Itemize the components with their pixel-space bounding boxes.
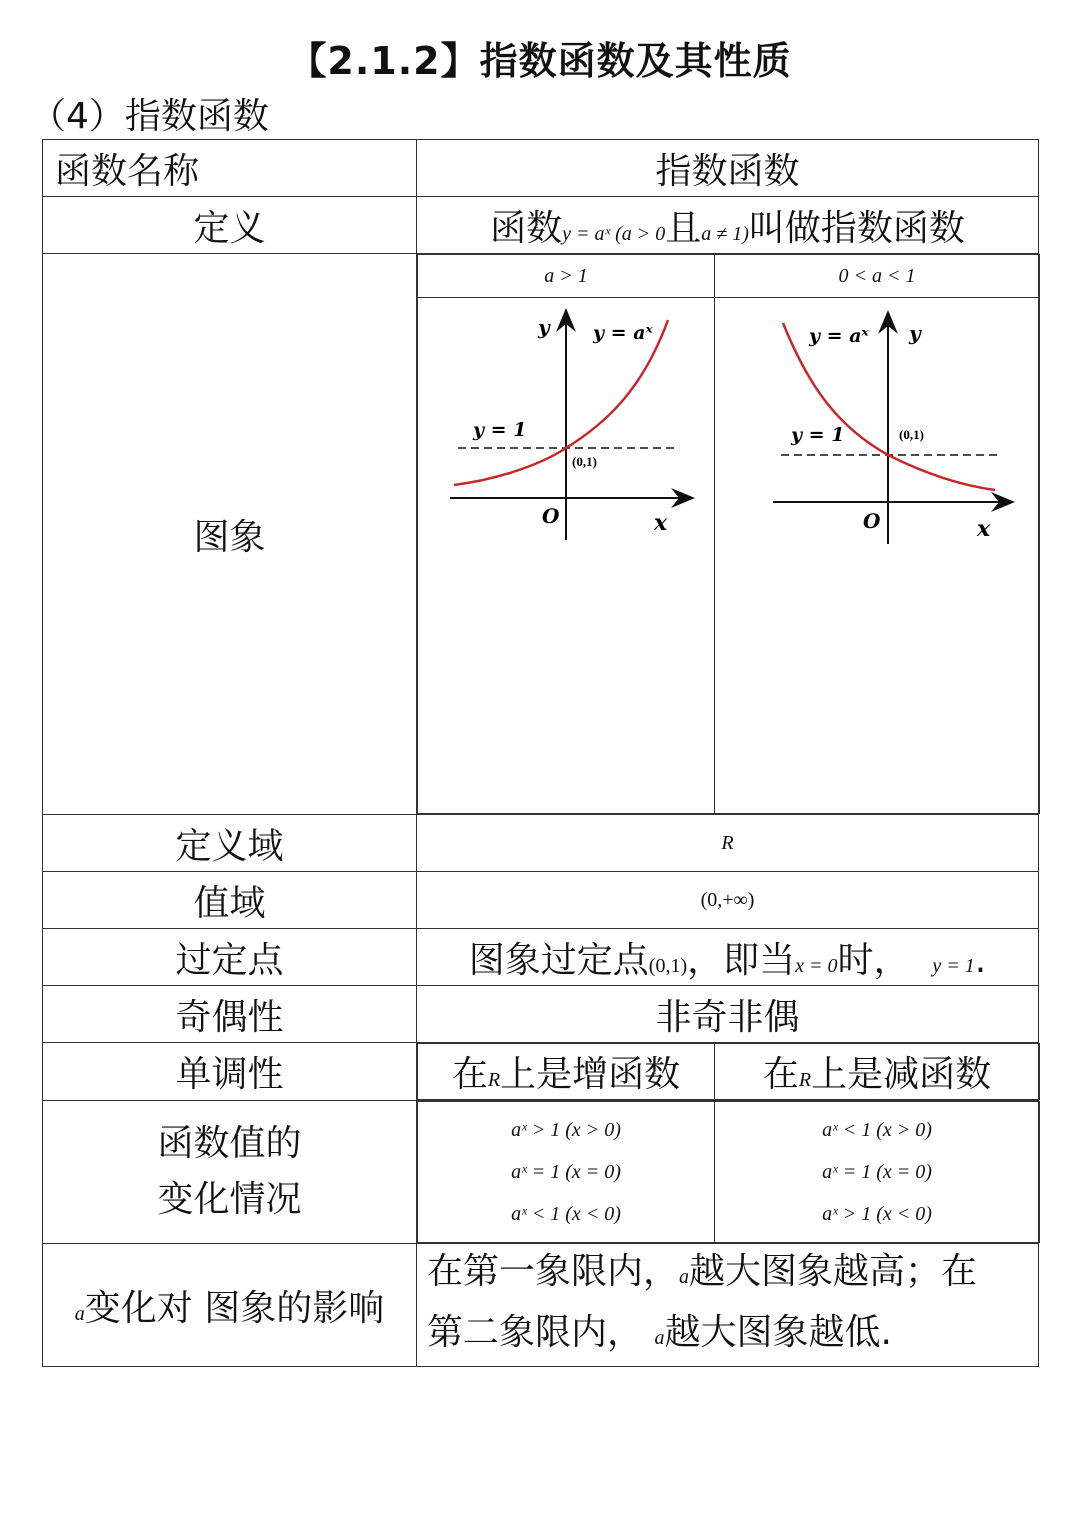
curve-increasing [454,320,668,485]
value-line: aˣ > 1 (x < 0) [822,1203,932,1225]
effect-line2-a: a [654,1327,665,1349]
definition-mid: 且 [665,207,702,249]
line-label-y-1: y = 1 [473,419,527,441]
row-monotonicity [43,1043,1039,1101]
row-domain [43,815,1039,872]
curve-label: y = aˣ [809,325,869,347]
axis-y-label: y [538,315,550,339]
value-line: aˣ < 1 (x < 0) [511,1203,621,1225]
axis-y-label: y [909,321,921,345]
label-value-changes-line1: 函数值的 [157,1123,302,1164]
value-changes-increasing [418,1102,715,1243]
value-domain: R [417,815,1039,872]
fixed-point-coord: (0,1) [648,954,688,977]
row-fixed-point [43,929,1039,986]
row-range [43,872,1039,929]
definition-formula: y = aˣ (a > 0 [562,222,666,245]
mono-right-R: R [798,1069,812,1091]
monotonic-increasing [418,1044,715,1100]
effect-line-2 [427,1305,1032,1366]
origin-label: O [863,509,881,533]
row-value-changes [43,1101,1039,1244]
fixed-text-1: 图象过定点 [468,939,649,981]
label-monotonicity: 单调性 [43,1043,417,1101]
effect-line1-a: a [679,1266,690,1288]
value-fixed-point [417,929,1039,986]
fixed-end: . [974,939,987,981]
label-graph: 图象 [43,254,417,815]
graph-cell [417,254,1039,815]
effect-line2-pre: 第二象限内， [427,1312,644,1353]
value-line: aˣ = 1 (x = 0) [511,1161,621,1183]
label-effect-of-a [43,1244,417,1367]
definition-prefix: 函数 [490,207,563,249]
axis-x-label: x [977,516,991,542]
section-heading: （4）指数函数 [30,96,269,137]
effect-line2-post: 越大图象越低. [664,1312,892,1353]
value-line: aˣ < 1 (x > 0) [822,1119,932,1141]
row-parity [43,986,1039,1043]
label-fixed-point: 过定点 [43,929,417,986]
axis-x-label: x [654,510,668,536]
fixed-condition: x = 0 [795,954,838,977]
label-parity: 奇偶性 [43,986,417,1043]
fixed-result: y = 1 [932,954,975,977]
effect-line-1 [427,1244,1032,1305]
value-function-name: 指数函数 [417,140,1039,197]
fixed-text-2: ，即当 [687,939,796,981]
definition-suffix: 叫做指数函数 [748,207,965,249]
definition-condition: a ≠ 1) [701,222,749,245]
value-effect-of-a [417,1244,1039,1367]
row-effect-of-a [43,1244,1039,1367]
label-domain: 定义域 [43,815,417,872]
point-label: (0,1) [572,454,597,469]
monotonic-decreasing [715,1044,1040,1100]
value-definition [417,197,1039,254]
mono-left-R: R [487,1069,501,1091]
origin-label: O [542,504,560,528]
properties-table [42,139,1039,1367]
mono-right-pre: 在 [762,1054,799,1095]
line-label-y-1: y = 1 [791,424,845,446]
value-changes-cell [417,1101,1039,1244]
mono-left-pre: 在 [451,1054,488,1095]
row-function-name [43,140,1039,197]
label-effect-rest: 变化对 图象的影响 [84,1287,385,1329]
curve-label: y = aˣ [593,322,653,344]
graph-inner-table [417,254,1040,814]
mono-left-post: 上是增函数 [500,1054,681,1095]
graph-head-a-lt-1: 0 < a < 1 [715,255,1040,298]
row-graph [43,254,1039,815]
row-definition [43,197,1039,254]
effect-line1-post: 越大图象越高；在 [689,1251,978,1292]
graph-increasing-cell [418,298,715,814]
label-definition: 定义 [43,197,417,254]
monotonicity-inner [417,1043,1040,1100]
point-label: (0,1) [899,427,924,442]
value-changes-decreasing [715,1102,1040,1243]
value-range: (0,+∞) [417,872,1039,929]
graph-decreasing-cell [715,298,1040,814]
effect-line1-pre: 在第一象限内， [427,1251,680,1292]
value-changes-inner [417,1101,1040,1243]
graph-increasing [418,298,715,809]
fixed-text-3: 时， [837,939,910,981]
label-effect-a: a [74,1302,85,1325]
graph-head-a-gt-1: a > 1 [418,255,715,298]
label-function-name: 函数名称 [43,140,417,197]
value-line: aˣ > 1 (x > 0) [511,1119,621,1141]
graph-decreasing [715,298,1040,809]
label-range: 值域 [43,872,417,929]
mono-right-post: 上是减函数 [811,1054,992,1095]
label-value-changes [43,1101,417,1244]
value-line: aˣ = 1 (x = 0) [822,1161,932,1183]
monotonicity-cell [417,1043,1039,1101]
value-parity: 非奇非偶 [417,986,1039,1043]
page-title: 【2.1.2】指数函数及其性质 [288,39,792,83]
label-value-changes-line2: 变化情况 [157,1179,302,1220]
